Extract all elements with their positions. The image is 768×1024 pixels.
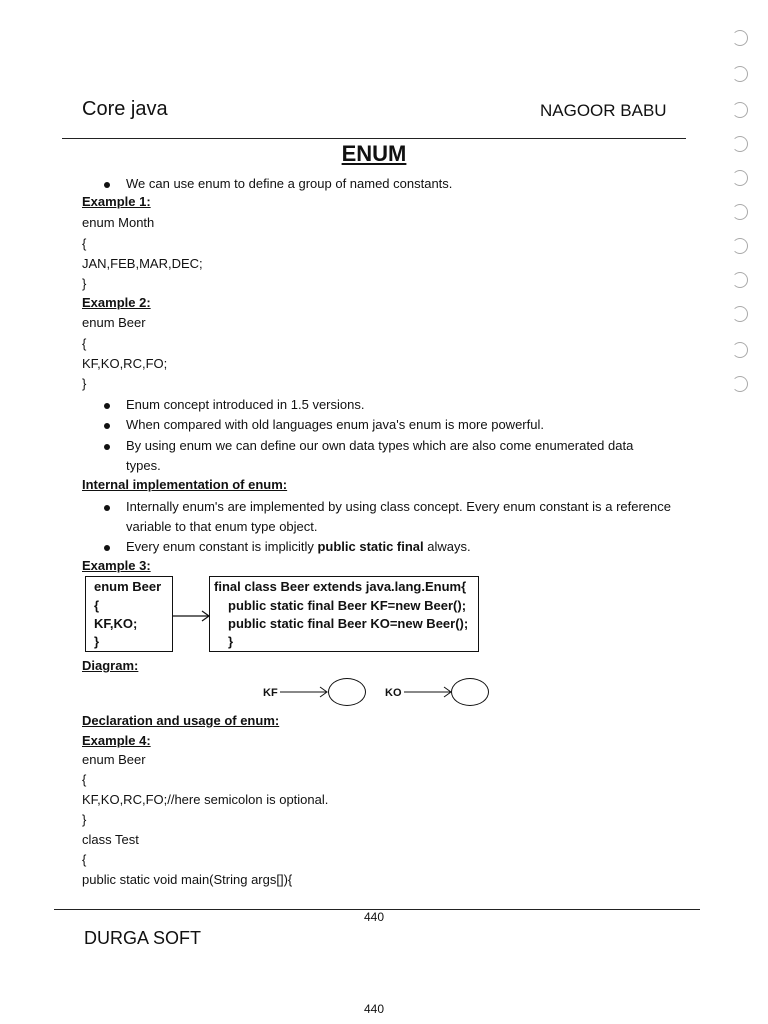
binder-hole-icon xyxy=(732,238,748,254)
bullet-text: Internally enum's are implemented by using class concept. Every enum constant is a reference variable to that enum type object. xyxy=(126,499,671,534)
page-title: ENUM xyxy=(341,141,407,166)
code-line: { xyxy=(82,852,87,867)
declaration-heading: Declaration and usage of enum: xyxy=(82,713,280,728)
class-code-box xyxy=(209,576,479,652)
code-line: KF,KO,RC,FO; xyxy=(82,356,168,371)
bullet-dot xyxy=(104,423,110,429)
bullet-text: When compared with old languages enum java's enum is more powerful. xyxy=(126,417,544,432)
code-line: class Test xyxy=(82,832,139,847)
code-line: } xyxy=(82,276,87,291)
box-code-line: { xyxy=(94,598,100,613)
binder-hole-icon xyxy=(732,136,748,152)
code-line: enum Month xyxy=(82,215,155,230)
binder-hole-icon xyxy=(732,376,748,392)
bullet-dot xyxy=(104,545,110,551)
binder-hole-icon xyxy=(732,306,748,322)
box-code-line: public static final Beer KO=new Beer(); xyxy=(228,616,469,631)
bullet-text xyxy=(126,537,471,557)
binder-hole-icon xyxy=(732,272,748,288)
bullet-dot xyxy=(104,444,110,450)
box-code-line: } xyxy=(228,634,234,649)
bullet-dot xyxy=(104,403,110,409)
bullet-text: By using enum we can define our own data types which are also come enumerated data types. xyxy=(126,438,634,473)
header-author: NAGOOR BABU xyxy=(540,101,667,120)
code-line: { xyxy=(82,236,87,251)
footer-publisher: DURGA SOFT xyxy=(84,928,202,948)
binder-hole-icon xyxy=(732,204,748,220)
internal-heading: Internal implementation of enum: xyxy=(82,477,288,492)
box-code-line: } xyxy=(94,634,100,649)
diagram-label-ko: KO xyxy=(385,687,402,699)
diagram-label-kf: KF xyxy=(263,687,278,699)
example1-heading: Example 1: xyxy=(82,194,151,209)
code-line: { xyxy=(82,772,87,787)
box-code-line: final class Beer extends java.lang.Enum{ xyxy=(214,579,467,594)
arrow-icon xyxy=(404,684,452,700)
example4-heading: Example 4: xyxy=(82,733,151,748)
bullet-dot xyxy=(104,505,110,511)
box-code-line: enum Beer xyxy=(94,579,162,594)
box-code-line: KF,KO; xyxy=(94,616,138,631)
binder-hole-icon xyxy=(732,30,748,46)
object-circle-icon xyxy=(451,678,489,706)
code-line: } xyxy=(82,812,87,827)
code-line: } xyxy=(82,376,87,391)
example2-heading: Example 2: xyxy=(82,295,151,310)
code-line: public static void main(String args[]){ xyxy=(82,872,293,887)
intro-bullet-text: We can use enum to define a group of named constants. xyxy=(126,176,453,191)
header-course-title: Core java xyxy=(82,98,168,120)
page-number-bottom: 440 xyxy=(364,1002,385,1016)
example3-heading: Example 3: xyxy=(82,558,151,573)
bullet-text-part: Every enum constant is implicitly xyxy=(126,539,318,554)
code-line: KF,KO,RC,FO;//here semicolon is optional. xyxy=(82,792,329,807)
bullet-text: Enum concept introduced in 1.5 versions. xyxy=(126,397,365,412)
page-number: 440 xyxy=(364,910,385,924)
bullet-dot xyxy=(104,182,110,188)
arrow-icon xyxy=(280,684,328,700)
code-line: enum Beer xyxy=(82,752,146,767)
header-divider xyxy=(62,138,686,139)
binder-hole-icon xyxy=(732,102,748,118)
enum-code-box xyxy=(85,576,173,652)
object-circle-icon xyxy=(328,678,366,706)
arrow-icon xyxy=(172,608,212,624)
code-line: { xyxy=(82,336,87,351)
code-line: enum Beer xyxy=(82,315,146,330)
bullet-text-bold: public static final xyxy=(317,539,424,554)
binder-hole-icon xyxy=(732,170,748,186)
diagram-heading: Diagram: xyxy=(82,658,139,673)
box-code-line: public static final Beer KF=new Beer(); xyxy=(228,598,467,613)
binder-hole-icon xyxy=(732,66,748,82)
bullet-text-part: always. xyxy=(423,539,471,554)
binder-hole-icon xyxy=(732,342,748,358)
code-line: JAN,FEB,MAR,DEC; xyxy=(82,256,203,271)
